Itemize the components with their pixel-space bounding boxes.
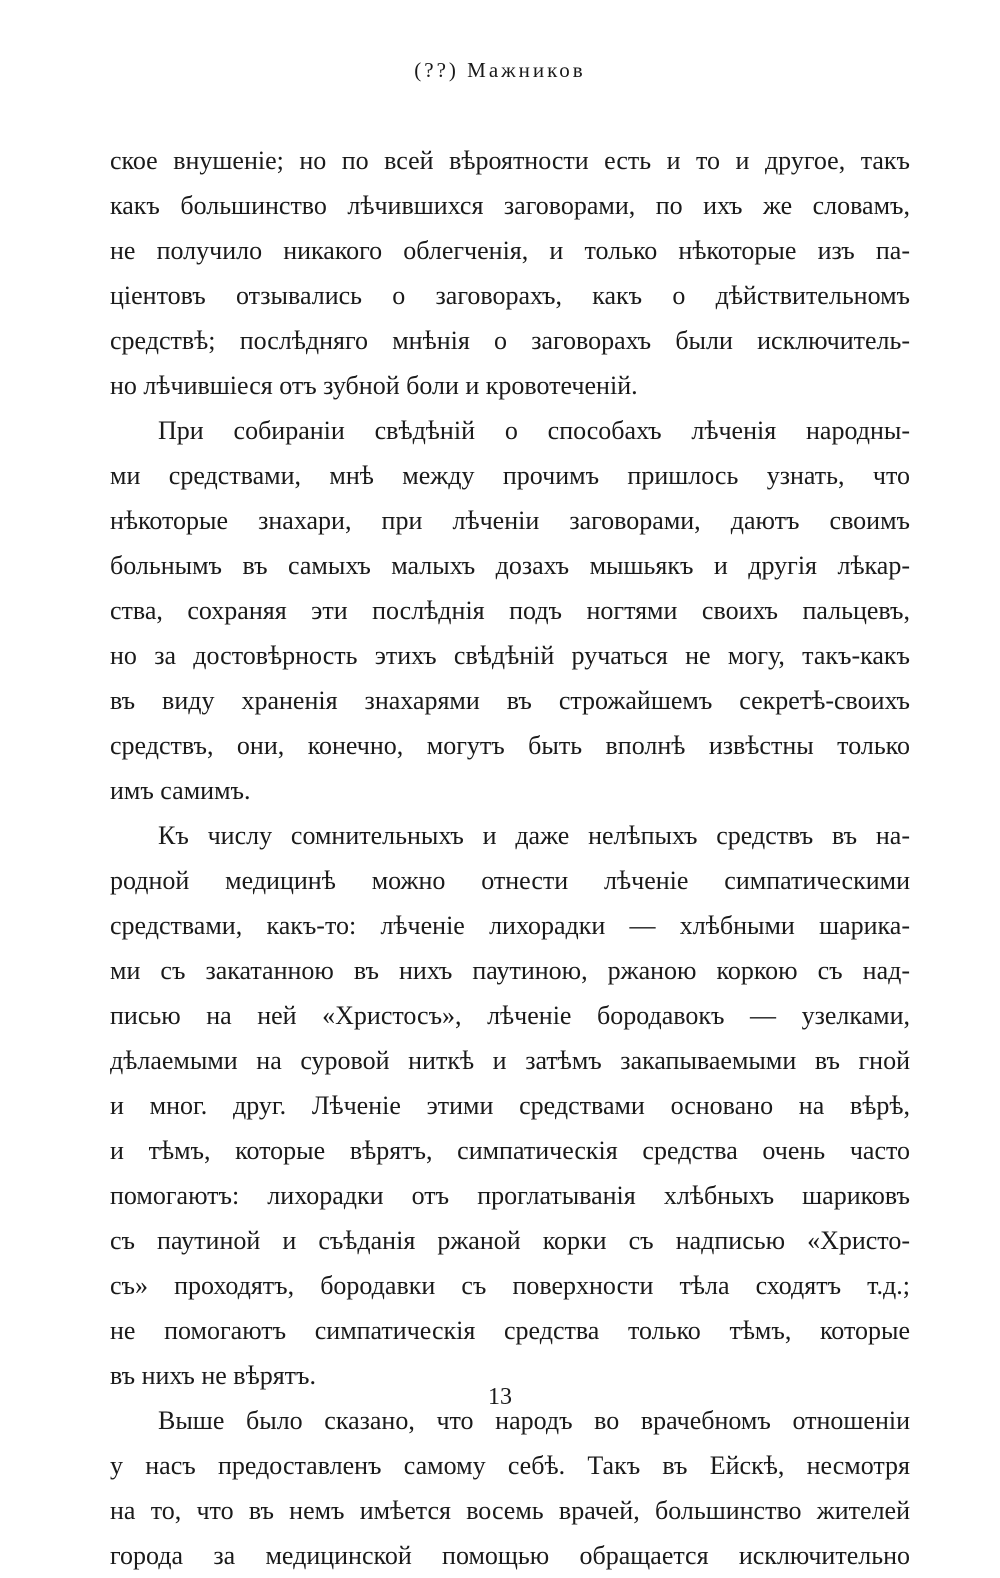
text-line: ское внушеніе; но по всей вѣроятности есть и то и другое, такъ <box>110 146 910 175</box>
text-line: имъ самимъ. <box>110 776 251 805</box>
text-line: съ паутиной и съѣданія ржаной корки съ надписью «Христо- <box>110 1226 910 1255</box>
text-line: средствѣ; послѣдняго мнѣнія о заговорахъ были исключитель- <box>110 326 910 355</box>
paragraph-first-line: При собираніи свѣдѣній о способахъ лѣченія народны- <box>158 416 910 445</box>
text-line: нѣкоторые знахари, при лѣченіи заговорами, даютъ своимъ <box>110 506 910 535</box>
text-line: не помогаютъ симпатическія средства только тѣмъ, которые <box>110 1316 910 1345</box>
text-line: не получило никакого облегченія, и только нѣкоторые изъ па- <box>110 236 910 265</box>
text-line: ства, сохраняя эти послѣднія подъ ногтями своихъ пальцевъ, <box>110 596 910 625</box>
text-line: съ» проходятъ, бородавки съ поверхности тѣла сходятъ т.д.; <box>110 1271 910 1300</box>
text-line: и тѣмъ, которые вѣрятъ, симпатическія средства очень часто <box>110 1136 910 1165</box>
text-line: и мног. друг. Лѣченіе этими средствами основано на вѣрѣ, <box>110 1091 910 1120</box>
body-text <box>110 138 910 1578</box>
text-line: средствъ, они, конечно, могутъ быть вполнѣ извѣстны только <box>110 731 910 760</box>
text-line: но за достовѣрность этихъ свѣдѣній ручаться не могу, такъ-какъ <box>110 641 910 670</box>
text-line: какъ большинство лѣчившихся заговорами, по ихъ же словамъ, <box>110 191 910 220</box>
text-line: помогаютъ: лихорадки отъ проглатыванія хлѣбныхъ шариковъ <box>110 1181 910 1210</box>
text-line: средствами, какъ-то: лѣченіе лихорадки — хлѣбными шарика- <box>110 911 910 940</box>
text-line: ми съ закатанною въ нихъ паутиною, ржаною коркою съ над- <box>110 956 910 985</box>
text-line: родной медицинѣ можно отнести лѣченіе симпатическими <box>110 866 910 895</box>
text-line: у насъ предоставленъ самому себѣ. Такъ въ Ейскѣ, несмотря <box>110 1451 910 1480</box>
text-line: больнымъ въ самыхъ малыхъ дозахъ мышьякъ и другія лѣкар- <box>110 551 910 580</box>
text-line: въ виду храненія знахарями въ строжайшемъ секретѣ-своихъ <box>110 686 910 715</box>
text-line: города за медицинской помощью обращается исключительно <box>110 1541 910 1570</box>
paragraph-first-line: Выше было сказано, что народъ во врачебномъ отношеніи <box>158 1406 910 1435</box>
text-line: дѣлаемыми на суровой ниткѣ и затѣмъ закапываемыми въ гной <box>110 1046 910 1075</box>
text-line: въ нихъ не вѣрятъ. <box>110 1361 316 1390</box>
text-line: ціентовъ отзывались о заговорахъ, какъ о дѣйствительномъ <box>110 281 910 310</box>
text-line: но лѣчившіеся отъ зубной боли и кровотеченій. <box>110 371 638 400</box>
paragraph-first-line: Къ числу сомнительныхъ и даже нелѣпыхъ средствъ въ на- <box>158 821 910 850</box>
running-head: (??) Мажников <box>414 58 586 82</box>
text-line: писью на ней «Христосъ», лѣченіе бородавокъ — узелками, <box>110 1001 910 1030</box>
text-line: на то, что въ немъ имѣется восемь врачей, большинство жителей <box>110 1496 910 1525</box>
page-number: 13 <box>488 1384 512 1410</box>
text-line: ми средствами, мнѣ между прочимъ пришлось узнать, что <box>110 461 910 490</box>
